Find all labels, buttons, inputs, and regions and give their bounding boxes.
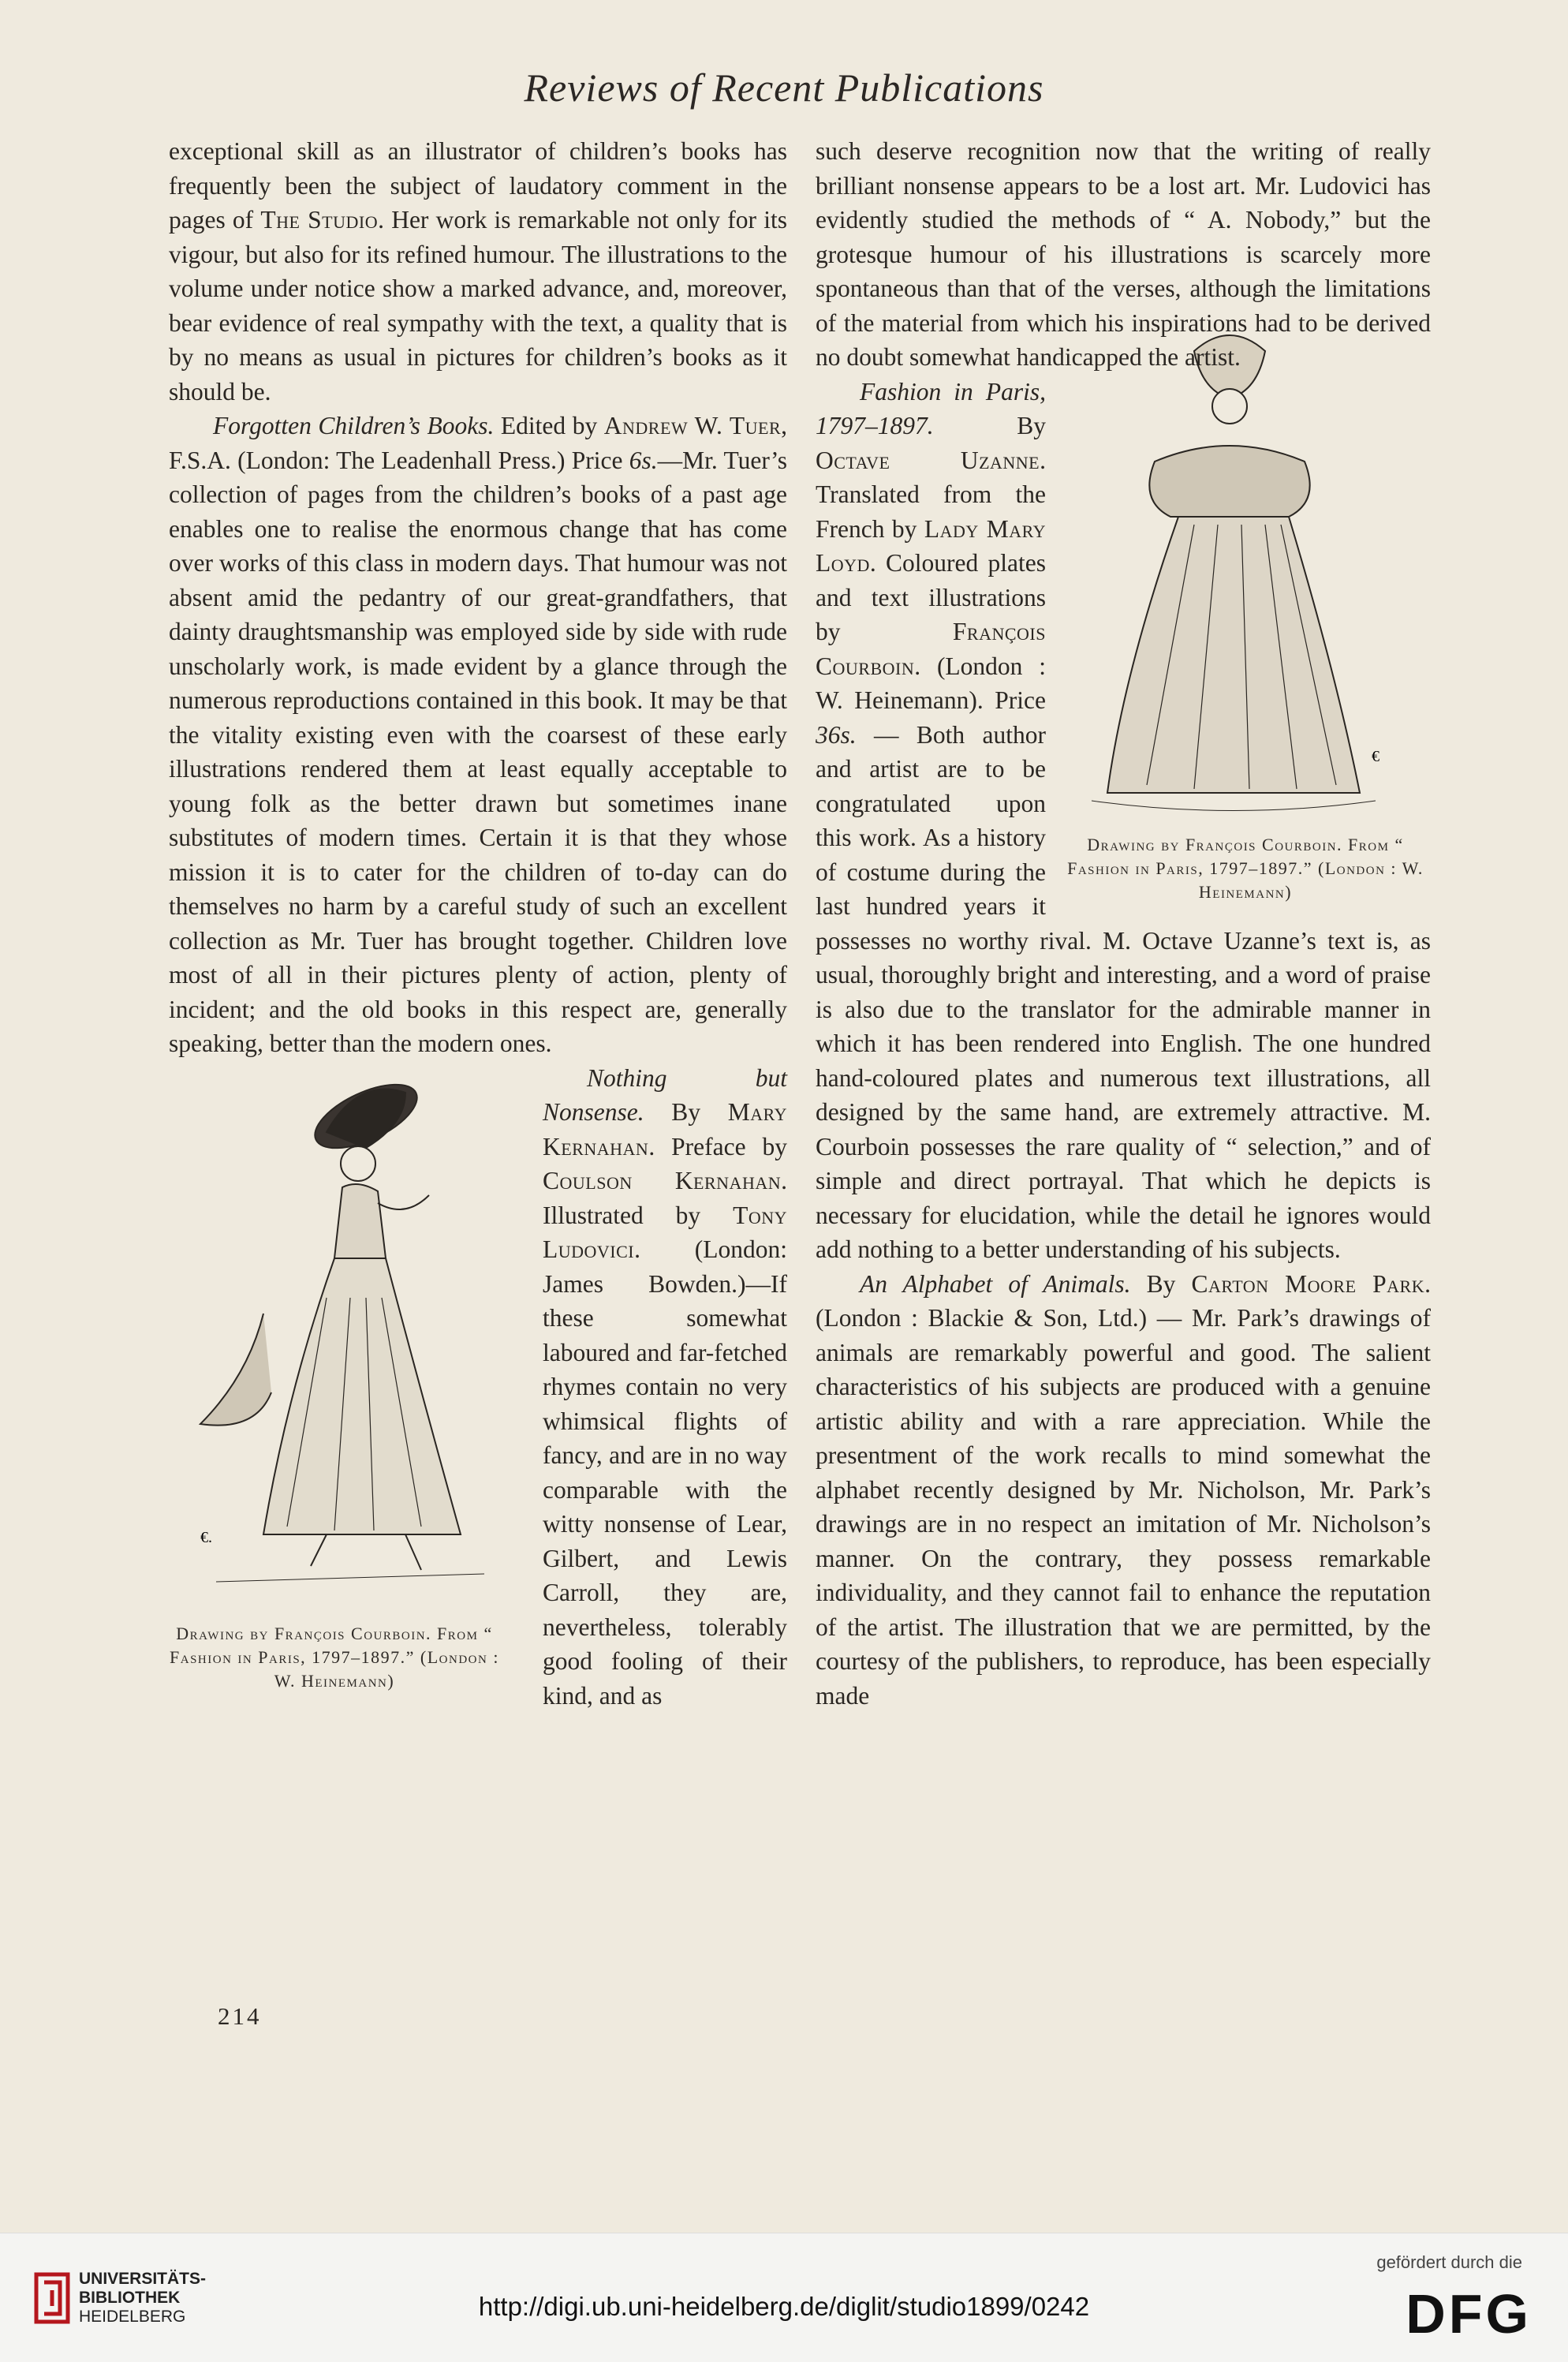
figure-left-caption: Drawing by François Courboin. From “ Fashion in Paris, 1797–1897.” (London : W. Heinemann) xyxy=(170,1624,499,1691)
book-title: An Alphabet of Animals. xyxy=(860,1269,1131,1298)
right-column xyxy=(816,134,1431,1996)
figure-right-caption: Drawing by François Courboin. From “ Fashion in Paris, 1797–1897.” (London : W. Heinemann) xyxy=(1067,835,1424,902)
page-number: 214 xyxy=(218,2002,262,2030)
left-column xyxy=(169,134,787,1996)
review-alphabet-of-animals: An Alphabet of Animals. By Carton Moore Park. (London : Blackie & Son, Ltd.) — Mr. Park’s drawings of animals are remarkably powerful and good. The salient characteristics of his subjects are produced with a genuine artistic ability and with a rare appreciation. While the presentment of the work recalls to mind somewhat the alphabet recently designed by Mr. Nicholson, Mr. Park’s drawings are in no respect an imitation of Mr. Nicholson’s manner. On the contrary, they possess remarkable individuality, and they cannot fail to enhance the reputation of the artist. The illustration that we are permitted, by the courtesy of the publishers, to reproduce, has been especially made xyxy=(816,1269,1431,1710)
book-title: Forgotten Children’s Books. xyxy=(213,412,495,439)
review-fashion-in-paris: Fashion in Paris, 1797–1897. By Octave Uzanne. Translated from the French by Lady Mary Loyd. Coloured plates and text illustrations by François Courboin. (London : W. Heinemann). Price 36s. — Both author and artist are to be congratulated upon this work. As a history of costume during the last hundred years it possesses no worthy rival. M. Octave Uzanne’s text is, as usual, thoroughly bright and interesting, and a word of praise is also due to the translator for the admirable manner in which it has been rendered into English. The one hundred hand-coloured plates and numerous text illustrations, all designed by the same hand, are extremely attractive. M. Courboin possesses the rare quality of “ selection,” and of simple and direct portrayal. That which he depicts is necessary for elucidation, while the detail he ignores would add nothing to a better understanding of his subjects. xyxy=(816,377,1431,1263)
running-header: Reviews of Recent Publications xyxy=(524,65,1044,110)
dfg-logo: DFG xyxy=(1406,2283,1532,2345)
fashion-illustration-lady-in-bonnet xyxy=(1060,320,1407,824)
left-paragraph-1: exceptional skill as an illustrator of children’s books has frequently been the subject of laudatory comment in the pages of The Studio. Her work is remarkable not only for its vigour, but also for its refined humour. The illustrations to the volume under notice show a marked advance, and, moreover, bear evidence of real sympathy with the text, a quality that is by no means as usual in pictures for children’s books as it should be. xyxy=(169,137,788,406)
book-title: Fashion in Paris, 1797–1897. xyxy=(816,377,1046,439)
figure-left xyxy=(169,1061,524,1732)
right-paragraph-1: such deserve recognition now that the writing of really brilliant nonsense appears to be a lost art. Mr. Ludovici has evidently studied the methods of “ A. Nobody,” but the grotesque humour of his illustrations is scarcely more spontaneous than that of the verses, although the limitations of the material from which his inspirations had to be derived no doubt somewhat handicapped the artist. xyxy=(816,137,1431,371)
figure-right xyxy=(1060,320,1431,905)
sponsor-label: gefördert durch die xyxy=(1376,2252,1522,2272)
source-url-link[interactable]: http://digi.ub.uni-heidelberg.de/diglit/studio1899/0242 xyxy=(478,2292,1090,2321)
svg-text:€.: €. xyxy=(200,1528,212,1546)
fashion-illustration-walking-lady xyxy=(169,1061,524,1613)
footer-bar xyxy=(0,2233,1568,2362)
review-nothing-but-nonsense: Nothing but Nonsense. By Mary Kernahan. Preface by Coulson Kernahan. Illustrated by Tony Ludovici. (London: James Bowden.)—If these somewhat laboured and far-fetched rhymes contain no very whimsical flights of fancy, and are in no way comparable with the witty nonsense of Lear, Gilbert, and Lewis Carroll, they are, nevertheless, tolerably good fooling of their kind, and as xyxy=(543,1063,787,1710)
library-name: UNIVERSITÄTS- BIBLIOTHEK HEIDELBERG xyxy=(79,2270,207,2326)
svg-text:€: € xyxy=(1372,747,1379,765)
review-forgotten-childrens-books: Forgotten Children’s Books. Edited by Andrew W. Tuer, F.S.A. (London: The Leadenhall Press.) Price 6s.—Mr. Tuer’s collection of pages from the children’s books of a past age enables one to realise the enormous change that has come over works of this class in modern days. That humour was not absent amid the pedantry of our great-grandfathers, that dainty draughtsmanship was employed side by side with rude unscholarly work, is made evident by a glance through the numerous reproductions contained in this book. It may be that the vitality existing even with the coarsest of these early illustrations rendered them at least equally acceptable to young folk as the better drawn but sometimes inane substitutes of modern times. Certain it is that they whose mission it is to cater for the children of to-day can do themselves no harm by a careful study of such an excellent collection as Mr. Tuer has brought together. Children love most of all in their pictures plenty of action, plenty of incident; and the old books in this respect are, generally speaking, better than the modern ones. xyxy=(169,412,787,1057)
